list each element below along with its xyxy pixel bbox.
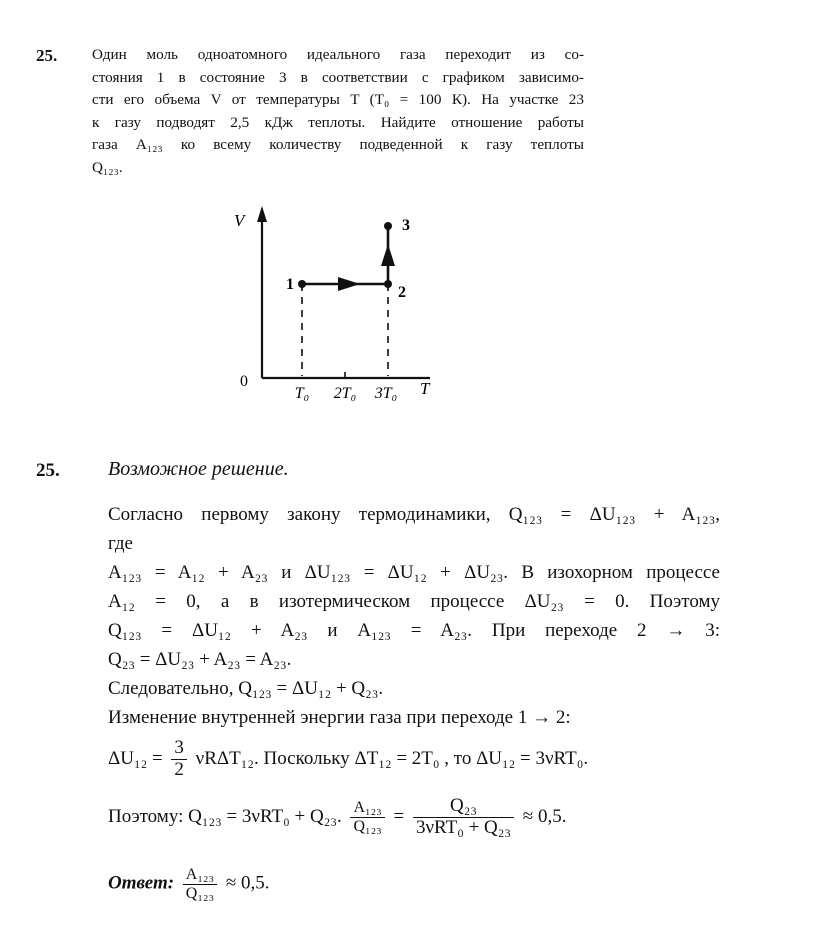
solution-line: Согласно первому закону термодинамики, Q₁₂₃ = ΔU₁₂₃ + A₁₂₃, bbox=[108, 504, 720, 525]
point-2-label: 2 bbox=[398, 284, 406, 301]
x-axis-label: T bbox=[420, 379, 430, 398]
vt-graph bbox=[220, 200, 450, 410]
formula-ratio-rhs: ≈ 0,5. bbox=[522, 805, 567, 827]
solution-line: Следовательно, Q₁₂₃ = ΔU₁₂ + Q₂₃. bbox=[108, 678, 384, 699]
fraction-a123-q123 bbox=[350, 799, 384, 835]
problem-line: газа A₁₂₃ ко всему количеству подведенной к газу теплоты bbox=[92, 136, 584, 153]
point-2 bbox=[384, 280, 392, 288]
problem-line: сти его объема V от температуры T (T₀ = 100 К). На участке 23 bbox=[92, 91, 584, 108]
solution-body bbox=[108, 500, 720, 732]
solution-line: Q₂₃ = ΔU₂₃ + A₂₃ = A₂₃. bbox=[108, 649, 292, 670]
y-axis-arrow bbox=[257, 206, 267, 222]
y-axis-label: V bbox=[234, 211, 245, 230]
solution-line: A₁₂ = 0, а в изотермическом процессе ΔU₂₃ = 0. Поэтому bbox=[108, 591, 720, 612]
fraction-denominator: Q₁₂₃ bbox=[353, 817, 382, 835]
equals-sign: = bbox=[393, 805, 405, 827]
answer-label: Ответ: bbox=[108, 872, 175, 894]
solution-heading bbox=[108, 455, 289, 484]
fraction-3-2 bbox=[171, 738, 187, 781]
solution-line: где bbox=[108, 533, 133, 554]
process-2-3-arrow bbox=[381, 244, 395, 266]
formula-du12-lhs: ΔU₁₂ = bbox=[108, 747, 163, 769]
answer bbox=[108, 866, 270, 902]
point-3-label: 3 bbox=[402, 217, 410, 234]
solution-number: 25. bbox=[36, 460, 60, 481]
formula-ratio bbox=[108, 796, 566, 839]
solution-heading-text: Возможное решение. bbox=[108, 458, 289, 480]
fraction-denominator: Q₁₂₃ bbox=[185, 884, 215, 902]
formula-ratio-lhs: Поэтому: Q₁₂₃ = 3νRT₀ + Q₂₃. bbox=[108, 805, 342, 827]
formula-du12-rhs: νRΔT₁₂. Поскольку ΔT₁₂ = 2T₀ , то ΔU₁₂ = 3νRT₀. bbox=[195, 747, 589, 769]
tick-label-3t0: 3T₀ bbox=[374, 385, 398, 402]
fraction-denominator: 2 bbox=[174, 758, 184, 780]
problem-line: к газу подводят 2,5 кДж теплоты. Найдите отношение работы bbox=[92, 113, 584, 131]
tick-label-t0: T₀ bbox=[294, 385, 310, 402]
fraction-numerator: 3 bbox=[171, 738, 187, 760]
origin-label: 0 bbox=[240, 373, 248, 390]
solution-line: Q₁₂₃ = ΔU₁₂ + A₂₃ и A₁₂₃ = A₂₃. При переходе 2 → 3: bbox=[108, 620, 720, 641]
solution-line: A₁₂₃ = A₁₂ + A₂₃ и ΔU₁₂₃ = ΔU₁₂ + ΔU₂₃. В изохорном процессе bbox=[108, 562, 720, 583]
problem-text bbox=[92, 44, 584, 179]
point-1-label: 1 bbox=[286, 276, 294, 293]
problem-line: стояния 1 в состояние 3 в соответствии с графиком зависимо- bbox=[92, 68, 584, 86]
fraction-q23-expression bbox=[413, 796, 514, 839]
point-3 bbox=[384, 222, 392, 230]
problem-line: Q₁₂₃. bbox=[92, 158, 123, 176]
fraction-denominator: 3νRT₀ + Q₂₃ bbox=[415, 816, 512, 838]
formula-du12 bbox=[108, 738, 588, 781]
answer-value: ≈ 0,5. bbox=[225, 872, 270, 894]
solution-line: Изменение внутренней энергии газа при переходе 1 → 2: bbox=[108, 707, 571, 728]
answer-fraction bbox=[183, 866, 217, 902]
process-1-2-arrow bbox=[338, 277, 360, 291]
fraction-numerator: A₁₂₃ bbox=[183, 866, 217, 885]
fraction-numerator: A₁₂₃ bbox=[350, 799, 384, 818]
fraction-numerator: Q₂₃ bbox=[413, 796, 514, 818]
problem-number: 25. bbox=[36, 46, 58, 65]
tick-label-2t0: 2T₀ bbox=[333, 385, 357, 402]
problem-line: Один моль одноатомного идеального газа переходит из со- bbox=[92, 46, 584, 63]
point-1 bbox=[298, 280, 306, 288]
